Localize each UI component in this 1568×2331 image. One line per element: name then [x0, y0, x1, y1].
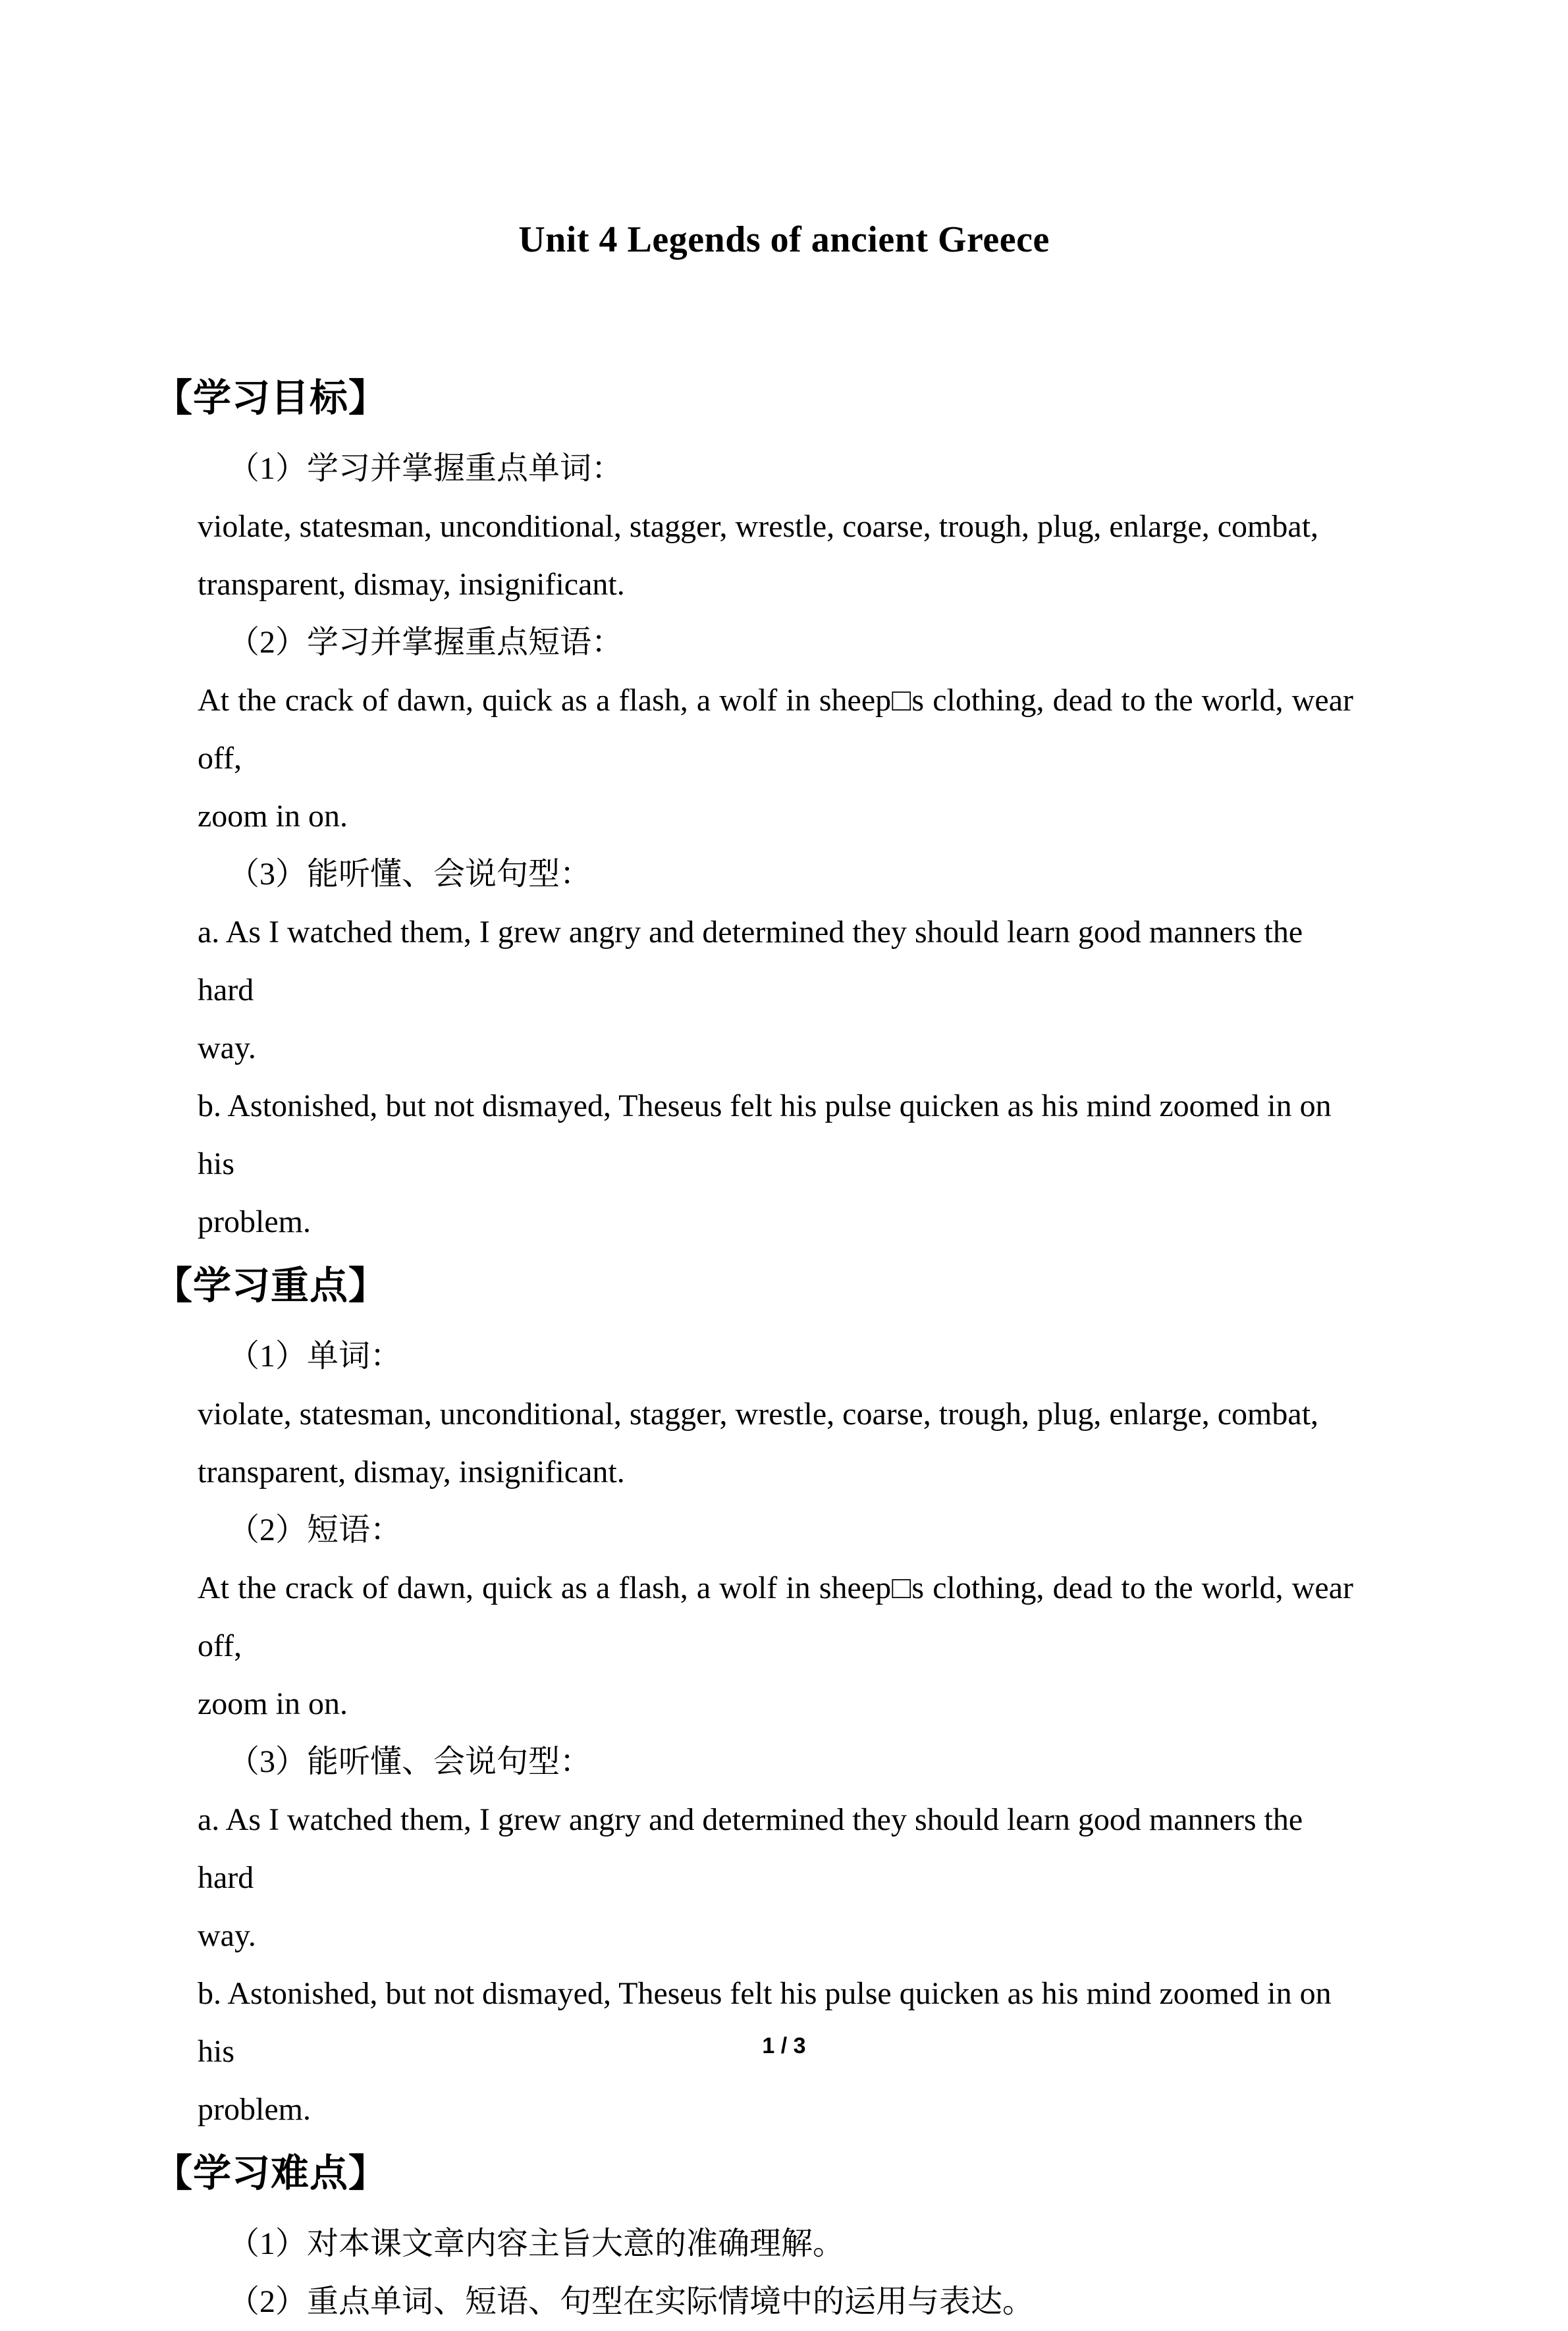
- text-line: （1）学习并掌握重点单词：: [228, 451, 624, 486]
- text-line: （2）学习并掌握重点短语：: [228, 625, 624, 660]
- text-line: way.: [198, 1031, 256, 1065]
- text-line: （1）对本课文章内容主旨大意的准确理解。: [228, 2226, 845, 2261]
- text-line: transparent, dismay, insignificant.: [198, 1455, 625, 1489]
- text-line: problem.: [198, 1204, 311, 1239]
- text-line: problem.: [198, 2092, 311, 2127]
- page-number: 1 / 3: [762, 2033, 806, 2058]
- text-line: transparent, dismay, insignificant.: [198, 567, 625, 602]
- text-line: （2）短语：: [228, 1513, 402, 1547]
- text-line: zoom in on.: [198, 799, 348, 834]
- text-line: violate, statesman, unconditional, stagger, wrestle, coarse, trough, plug, enlarge, combat,: [198, 1397, 1319, 1432]
- text-line: zoom in on.: [198, 1686, 348, 1721]
- section-heading: 【学习目标】: [154, 377, 388, 419]
- text-line: b. Astonished, but not dismayed, Theseus felt his pulse quicken as his mind zoomed in on his: [198, 1976, 1332, 2069]
- text-line: violate, statesman, unconditional, stagger, wrestle, coarse, trough, plug, enlarge, combat,: [198, 509, 1319, 544]
- text-line: At the crack of dawn, quick as a flash, a wolf in sheep□s clothing, dead to the world, wear off,: [198, 683, 1353, 776]
- text-line: （1）单词：: [228, 1339, 402, 1374]
- text-line: （3）能听懂、会说句型：: [228, 1744, 592, 1779]
- text-line: （2）重点单词、短语、句型在实际情境中的运用与表达。: [228, 2284, 1035, 2319]
- text-line: At the crack of dawn, quick as a flash, a wolf in sheep□s clothing, dead to the world, wear off,: [198, 1570, 1353, 1663]
- section-heading: 【学习难点】: [154, 2152, 388, 2195]
- text-line: （3）能听懂、会说句型：: [228, 857, 592, 892]
- text-line: b. Astonished, but not dismayed, Theseus felt his pulse quicken as his mind zoomed in on his: [198, 1088, 1332, 1181]
- section-heading: 【学习重点】: [154, 1264, 388, 1307]
- text-line: way.: [198, 1918, 256, 1953]
- text-line: a. As I watched them, I grew angry and determined they should learn good manners the hard: [198, 1802, 1303, 1895]
- text-line: a. As I watched them, I grew angry and determined they should learn good manners the hard: [198, 915, 1303, 1007]
- document-title: Unit 4 Legends of ancient Greece: [518, 219, 1050, 260]
